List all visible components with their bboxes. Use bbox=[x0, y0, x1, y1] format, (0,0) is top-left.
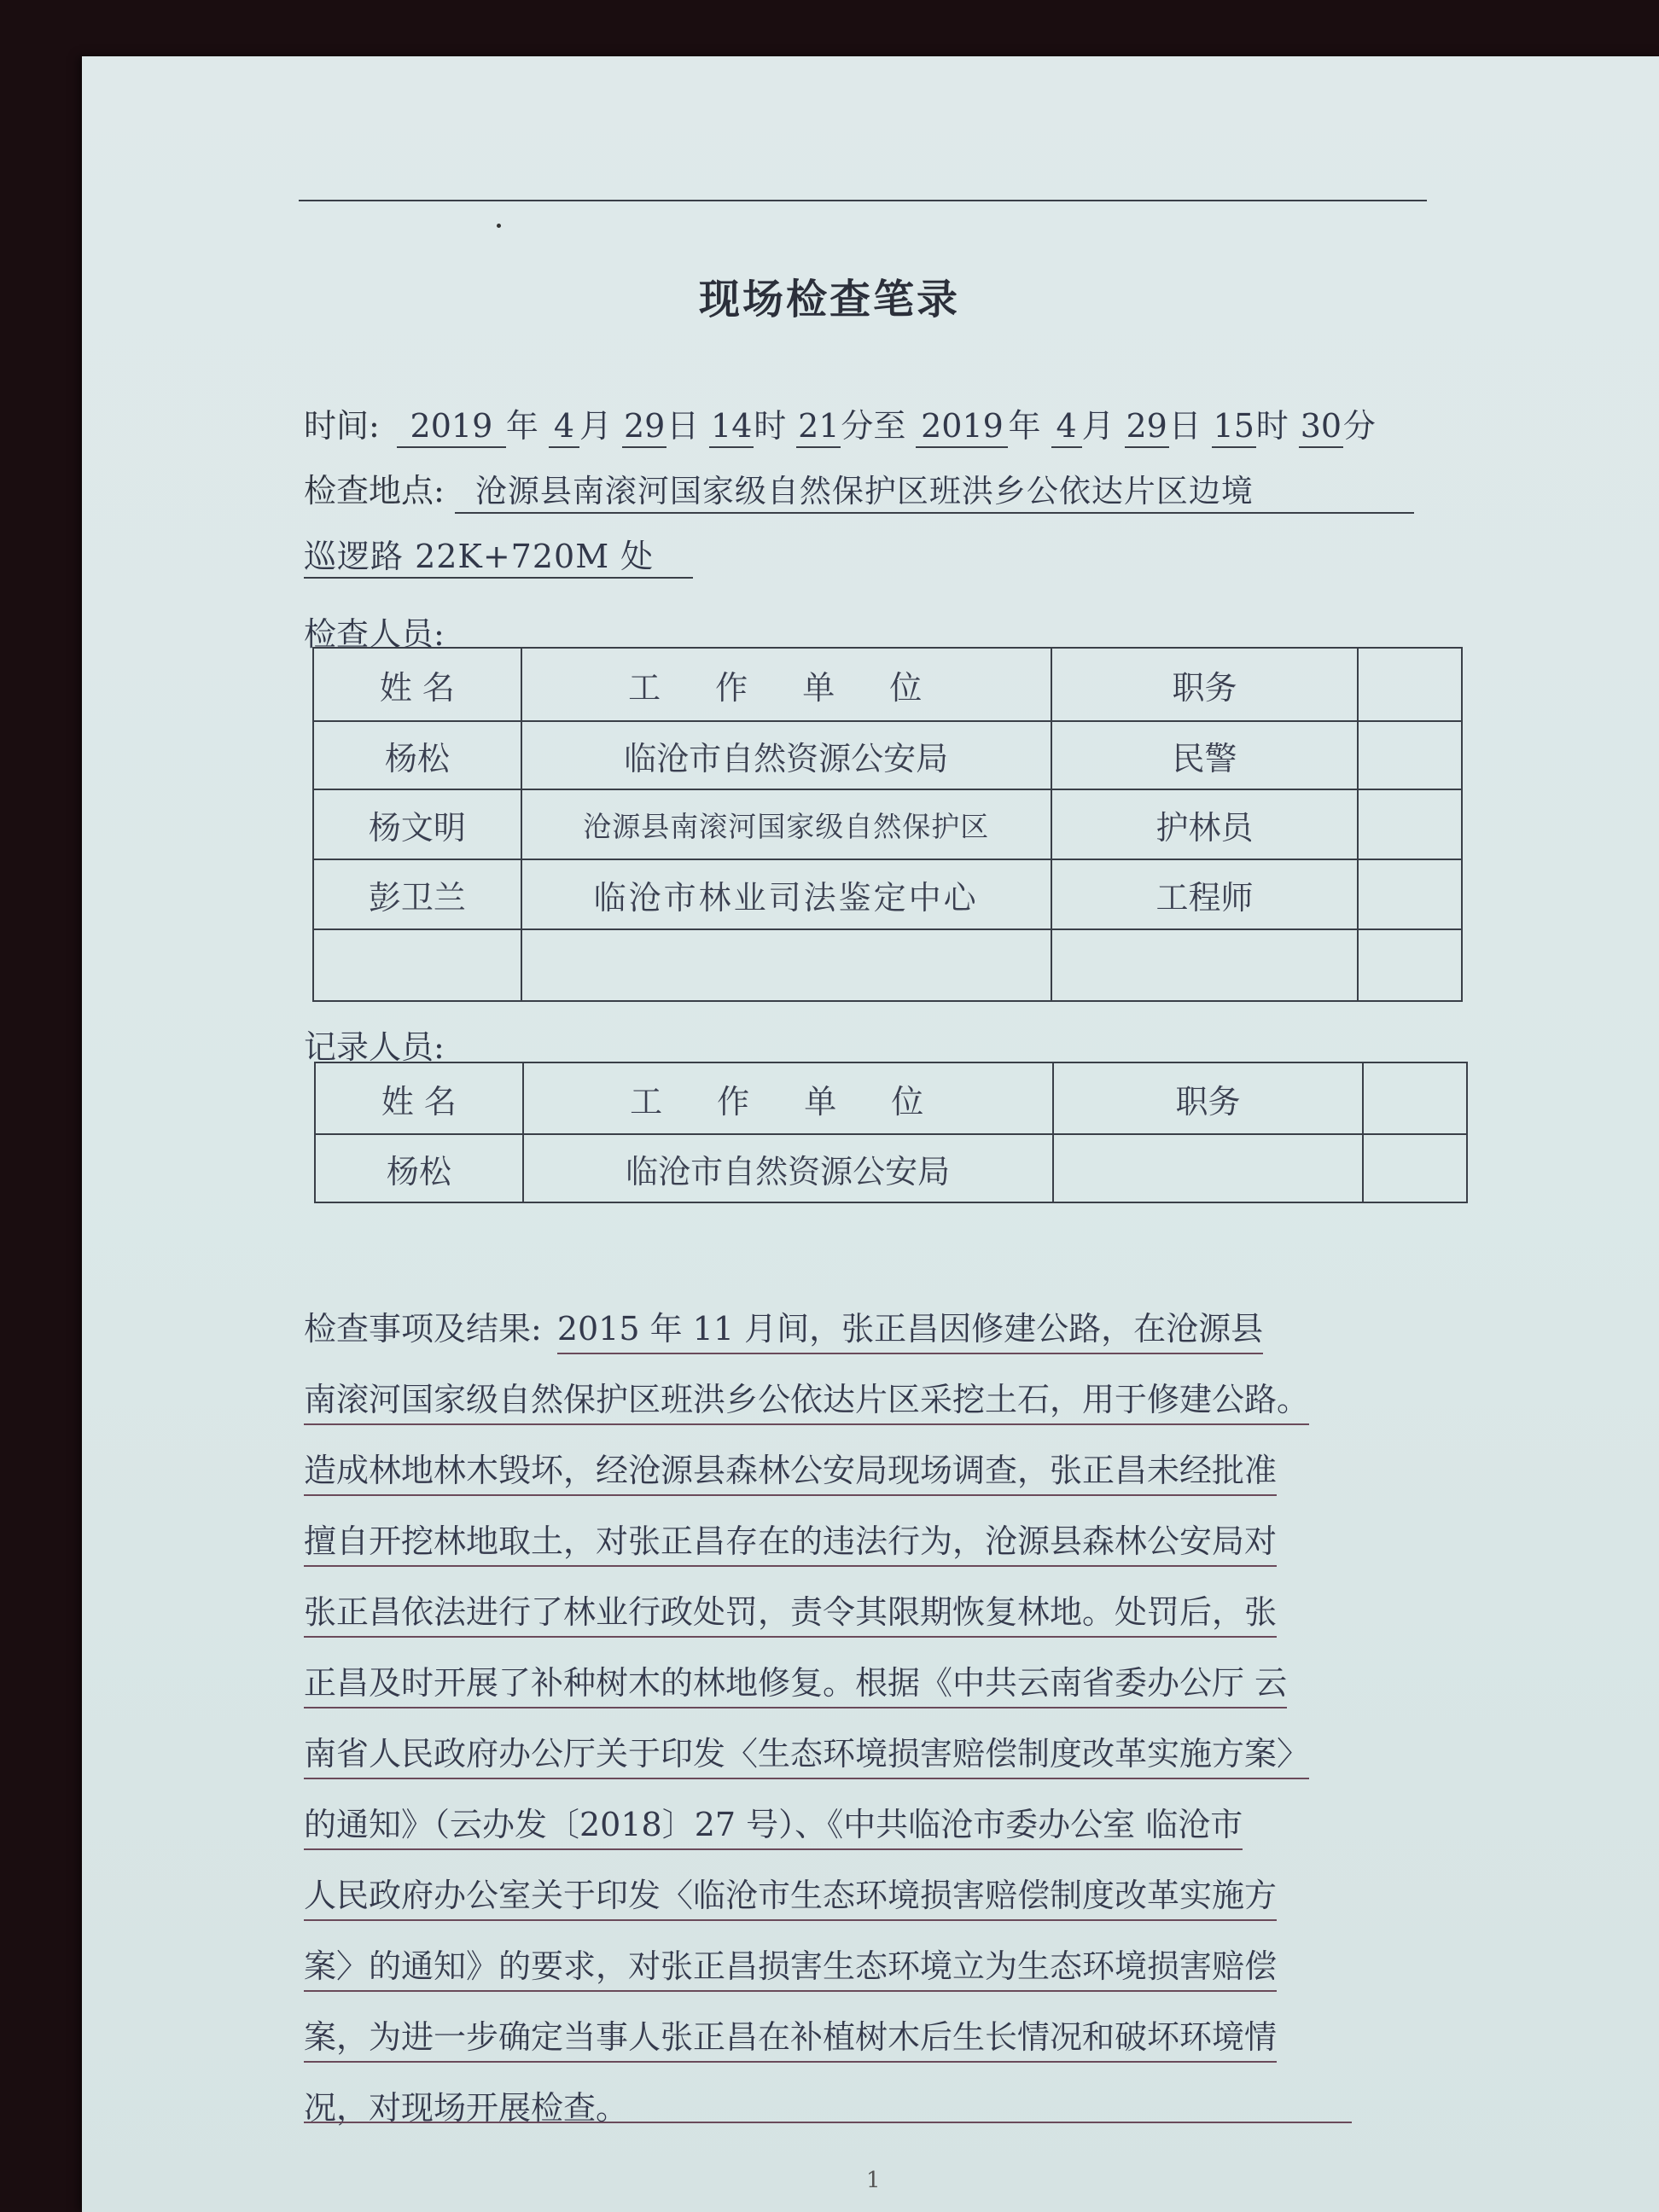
table-row bbox=[313, 721, 1462, 789]
recorder-role bbox=[1053, 1134, 1363, 1202]
unit-month: 月 bbox=[579, 407, 613, 445]
findings-line-1 bbox=[304, 1294, 1439, 1365]
findings-text: 案，为进一步确定当事人张正昌在补植树木后生长情况和破坏环境情 bbox=[304, 2018, 1277, 2063]
findings-line bbox=[304, 1719, 1439, 1790]
findings-end-rule bbox=[304, 2122, 1352, 2123]
inspectors-table bbox=[312, 647, 1463, 1002]
end-day: 29 bbox=[1125, 405, 1169, 448]
start-minute: 21 bbox=[796, 405, 841, 448]
inspector-role: 护林员 bbox=[1051, 789, 1358, 859]
header-role: 职务 bbox=[1051, 648, 1358, 721]
inspector-role: 工程师 bbox=[1051, 859, 1358, 929]
location-line-1: 沧源县南滚河国家级自然保护区班洪乡公依达片区边境 bbox=[455, 471, 1414, 514]
findings-line bbox=[304, 1648, 1439, 1719]
ink-dot bbox=[497, 224, 501, 228]
header-name: 姓 名 bbox=[313, 648, 521, 721]
start-day: 29 bbox=[622, 405, 667, 448]
inspector-name: 杨文明 bbox=[313, 789, 521, 859]
table-row bbox=[313, 859, 1462, 929]
header-unit: 工 作 单 位 bbox=[523, 1062, 1053, 1134]
unit-hour: 时 bbox=[754, 407, 787, 445]
recorders-table bbox=[314, 1062, 1468, 1203]
location-row-2 bbox=[304, 536, 693, 579]
table-row bbox=[315, 1134, 1467, 1202]
findings-text: 的通知》（云办发〔2018〕27 号）、《中共临沧市委办公室 临沧市 bbox=[304, 1806, 1243, 1850]
unit-month-2: 月 bbox=[1081, 407, 1115, 445]
empty-cell bbox=[1363, 1134, 1467, 1202]
inspectors-label: 检查人员: bbox=[304, 615, 445, 653]
unit-minute-to: 分至 bbox=[841, 407, 906, 445]
findings-text: 案〉的通知》的要求，对张正昌损害生态环境立为生态环境损害赔偿 bbox=[304, 1947, 1277, 1992]
findings-text: 南省人民政府办公厅关于印发〈生态环境损害赔偿制度改革实施方案〉 bbox=[304, 1735, 1309, 1779]
recorders-label: 记录人员: bbox=[304, 1028, 445, 1066]
findings-line bbox=[304, 1577, 1439, 1648]
findings-line bbox=[304, 1365, 1439, 1435]
header-extra bbox=[1358, 648, 1462, 721]
findings-line bbox=[304, 1790, 1439, 1860]
inspector-name: 彭卫兰 bbox=[313, 859, 521, 929]
table-row-empty bbox=[313, 929, 1462, 1001]
unit-hour-2: 时 bbox=[1255, 407, 1289, 445]
inspector-unit: 临沧市自然资源公安局 bbox=[521, 721, 1051, 789]
findings-text: 擅自开挖林地取土，对张正昌存在的违法行为，沧源县森林公安局对 bbox=[304, 1522, 1277, 1567]
findings-line bbox=[304, 1435, 1439, 1506]
inspectors-header-row bbox=[313, 648, 1462, 721]
inspector-role: 民警 bbox=[1051, 721, 1358, 789]
empty-cell bbox=[521, 929, 1051, 1001]
location-label: 检查地点: bbox=[304, 472, 445, 509]
end-minute: 30 bbox=[1299, 405, 1343, 448]
findings-text: 人民政府办公室关于印发〈临沧市生态环境损害赔偿制度改革实施方 bbox=[304, 1877, 1277, 1921]
findings-text: 2015 年 11 月间，张正昌因修建公路，在沧源县 bbox=[557, 1310, 1263, 1354]
findings-line bbox=[304, 2002, 1439, 2073]
time-row bbox=[304, 399, 1376, 448]
inspector-unit: 沧源县南滚河国家级自然保护区 bbox=[521, 789, 1051, 859]
findings-text: 况，对现场开展检查。 bbox=[304, 2089, 629, 2127]
start-month: 4 bbox=[549, 405, 579, 448]
empty-cell bbox=[1358, 929, 1462, 1001]
inspector-name: 杨松 bbox=[313, 721, 521, 789]
start-hour: 14 bbox=[709, 405, 754, 448]
header-unit: 工 作 单 位 bbox=[521, 648, 1051, 721]
empty-cell bbox=[1358, 721, 1462, 789]
unit-day: 日 bbox=[667, 407, 700, 445]
unit-minute: 分 bbox=[1342, 407, 1376, 445]
end-year: 2019 bbox=[916, 405, 1008, 448]
empty-cell bbox=[1051, 929, 1358, 1001]
unit-day-2: 日 bbox=[1168, 407, 1202, 445]
findings-text: 张正昌依法进行了林业行政处罚，责令其限期恢复林地。处罚后，张 bbox=[304, 1593, 1277, 1638]
empty-cell bbox=[1358, 789, 1462, 859]
header-rule bbox=[299, 200, 1427, 201]
findings-line bbox=[304, 1506, 1439, 1577]
start-year: 2019 bbox=[397, 405, 506, 448]
header-role: 职务 bbox=[1053, 1062, 1363, 1134]
findings-line bbox=[304, 1931, 1439, 2002]
findings-label: 检查事项及结果: bbox=[304, 1310, 542, 1348]
inspector-unit: 临沧市林业司法鉴定中心 bbox=[521, 859, 1051, 929]
page-number: 1 bbox=[866, 2168, 881, 2193]
end-hour: 15 bbox=[1212, 405, 1256, 448]
location-row bbox=[304, 464, 1414, 514]
findings-line bbox=[304, 1860, 1439, 1931]
findings-paragraph bbox=[304, 1294, 1439, 2144]
empty-cell bbox=[1358, 859, 1462, 929]
empty-cell bbox=[313, 929, 521, 1001]
header-extra bbox=[1363, 1062, 1467, 1134]
findings-text: 造成林地林木毁坏，经沧源县森林公安局现场调查，张正昌未经批准 bbox=[304, 1452, 1277, 1496]
findings-line bbox=[304, 2073, 1439, 2144]
recorders-header-row bbox=[315, 1062, 1467, 1134]
findings-text: 南滚河国家级自然保护区班洪乡公依达片区采挖土石，用于修建公路。 bbox=[304, 1381, 1309, 1425]
unit-year: 年 bbox=[505, 407, 538, 445]
findings-text: 正昌及时开展了补种树木的林地修复。根据《中共云南省委办公厅 云 bbox=[304, 1664, 1287, 1708]
table-row bbox=[313, 789, 1462, 859]
recorder-unit: 临沧市自然资源公安局 bbox=[523, 1134, 1053, 1202]
header-name: 姓 名 bbox=[315, 1062, 523, 1134]
recorder-name: 杨松 bbox=[315, 1134, 523, 1202]
document-title: 现场检查笔录 bbox=[698, 276, 960, 323]
location-line-2: 巡逻路 22K+720M 处 bbox=[304, 536, 693, 579]
end-month: 4 bbox=[1051, 405, 1082, 448]
unit-year-2: 年 bbox=[1008, 407, 1041, 445]
time-label: 时间: bbox=[304, 407, 380, 445]
